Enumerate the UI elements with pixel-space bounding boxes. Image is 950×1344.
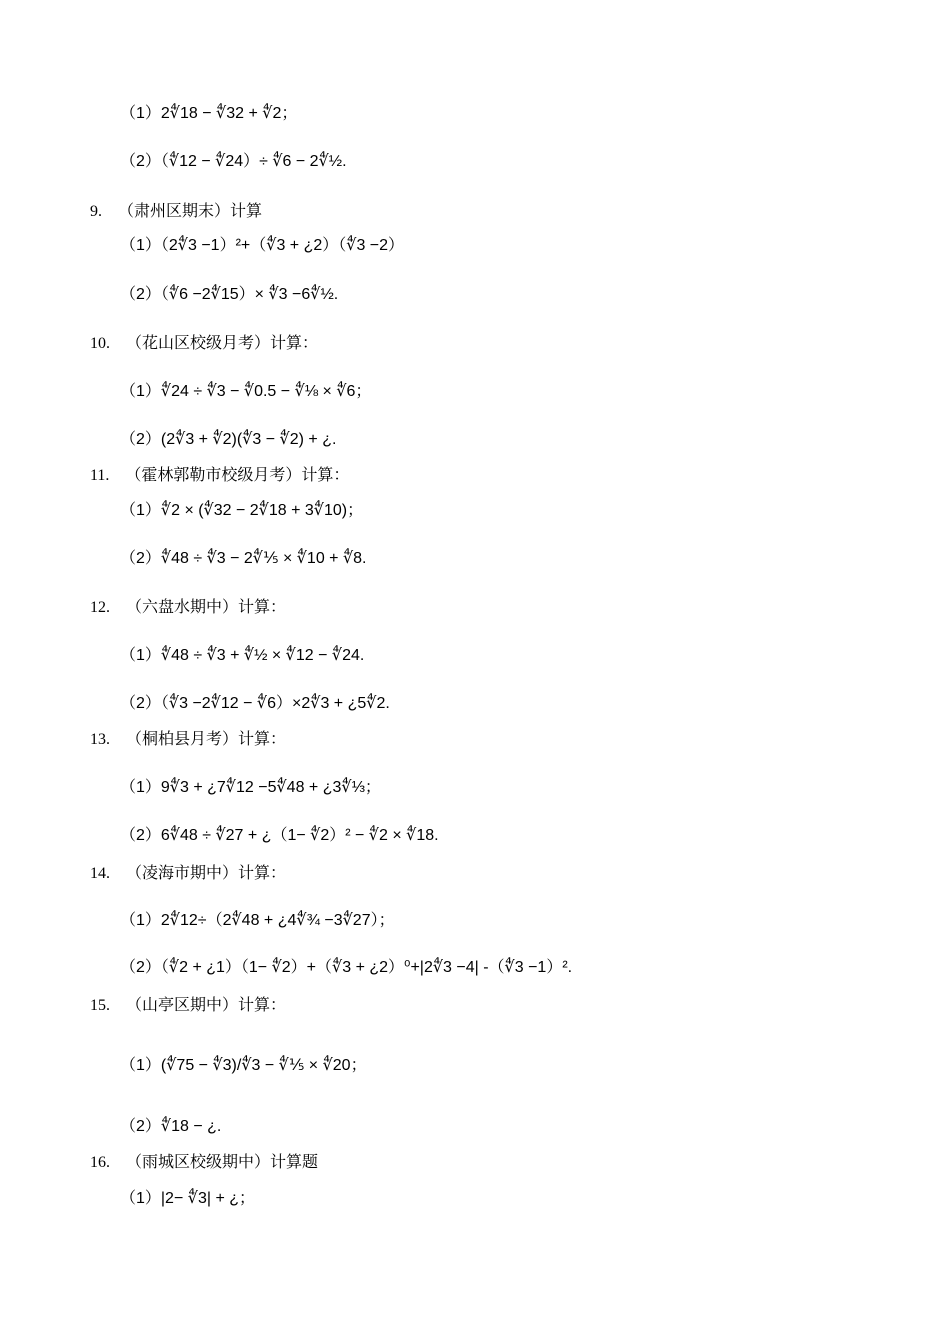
problem-heading — [90, 598, 286, 618]
problem-title: （霍林郭勒市校级月考）计算： — [125, 467, 350, 484]
problem-number: 11. — [90, 467, 110, 484]
problem-item: （1）（2∜3 −1）²+（∜3 + ¿2）（∜3 −2） — [120, 237, 405, 254]
problem-title: （桐柏县月考）计算： — [126, 731, 287, 748]
problem-number: 9. — [90, 203, 102, 220]
problem-title: （山亭区期中）计算： — [126, 997, 287, 1014]
problem-title: （雨城区校级期中）计算题 — [126, 1154, 319, 1171]
problem-item: （1）(∜75 − ∜3)/∜3 − ∜⅕ × ∜20； — [120, 1057, 367, 1074]
problem-heading — [90, 730, 286, 750]
problem-title: （肃州区期末）计算 — [118, 203, 263, 220]
problem-number: 15. — [90, 997, 110, 1014]
problem-item: （2）(2∜3 + ∜2)(∜3 − ∜2) + ¿. — [120, 431, 337, 448]
problem-item: （2）（∜3 −2∜12 − ∜6）×2∜3 + ¿5∜2. — [120, 695, 390, 712]
problem-item: （2）6∜48 ÷ ∜27 + ¿（1− ∜2）² − ∜2 × ∜18. — [120, 827, 439, 844]
problem-item: （1）2∜18 − ∜32 + ∜2； — [120, 105, 298, 122]
problem-item: （1）9∜3 + ¿7∜12 −5∜48 + ¿3∜⅓； — [120, 779, 381, 796]
problem-heading — [90, 996, 286, 1016]
problem-heading — [90, 202, 262, 222]
problem-title: （六盘水期中）计算： — [126, 599, 287, 616]
problem-heading — [90, 334, 318, 354]
problem-item: （2）（∜12 − ∜24）÷ ∜6 − 2∜½. — [120, 153, 347, 170]
problem-number: 10. — [90, 335, 110, 352]
problem-item: （2）∜48 ÷ ∜3 − 2∜⅕ × ∜10 + ∜8. — [120, 550, 367, 567]
problem-heading — [90, 864, 286, 884]
problem-item: （1）∜2 × (∜32 − 2∜18 + 3∜10)； — [120, 502, 364, 519]
problem-title: （凌海市期中）计算： — [126, 865, 287, 882]
problem-number: 14. — [90, 865, 110, 882]
problem-title: （花山区校级月考）计算： — [126, 335, 319, 352]
problem-heading — [90, 466, 349, 486]
problem-number: 13. — [90, 731, 110, 748]
problem-item: （2）（∜2 + ¿1）（1− ∜2）+（∜3 + ¿2）⁰+|2∜3 −4| -（∜3 −1）². — [120, 959, 573, 976]
problem-item: （2）（∜6 −2∜15）× ∜3 −6∜½. — [120, 286, 339, 303]
problem-number: 12. — [90, 599, 110, 616]
problem-item: （1）2∜12÷（2∜48 + ¿4∜¾ −3∜27）； — [120, 912, 395, 929]
problem-item: （1）∜48 ÷ ∜3 + ∜½ × ∜12 − ∜24. — [120, 647, 365, 664]
problem-item: （1）∜24 ÷ ∜3 − ∜0.5 − ∜⅛ × ∜6； — [120, 383, 372, 400]
problem-item: （2）∜18 − ¿. — [120, 1118, 222, 1135]
problem-item: （1）|2− ∜3| + ¿； — [120, 1190, 256, 1207]
problem-number: 16. — [90, 1154, 110, 1171]
problem-heading — [90, 1153, 318, 1173]
